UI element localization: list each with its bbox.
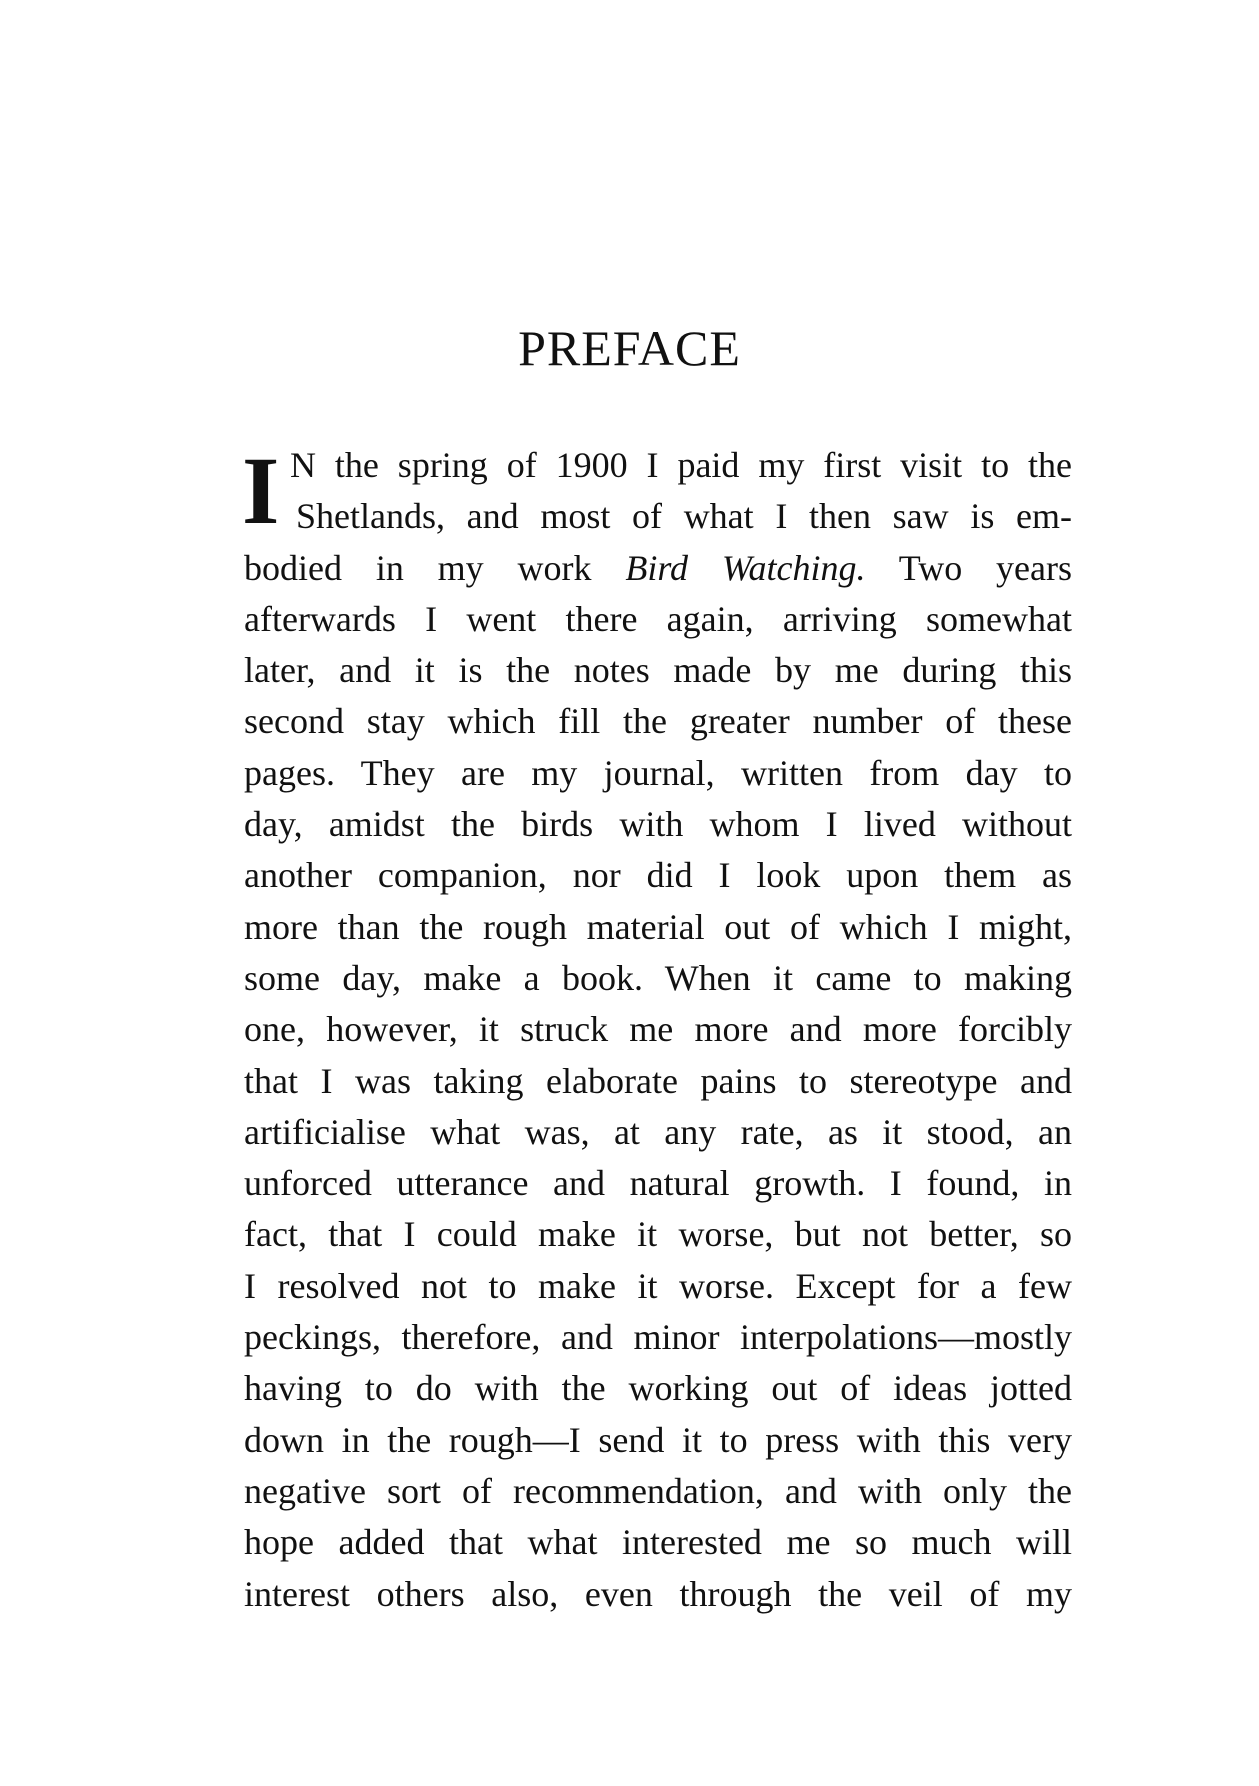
- text-line: day, amidst the birds with whom I lived without: [244, 804, 1072, 845]
- book-title-italic: Bird Watching.: [625, 547, 866, 588]
- text-line: one, however, it struck me more and more forcibly: [244, 1009, 1072, 1050]
- text-line: second stay which fill the greater number of these: [244, 701, 1072, 742]
- text-line: another companion, nor did I look upon them as: [244, 855, 1072, 896]
- text-line: afterwards I went there again, arriving somewhat: [244, 598, 1072, 639]
- text-line: some day, make a book. When it came to making: [244, 957, 1072, 998]
- text-line: N the spring of 1900 I paid my first visit to the: [290, 445, 1072, 485]
- text-line: [244, 543, 1072, 594]
- text-segment: Two years: [898, 547, 1072, 588]
- preface-body: [242, 437, 1072, 1620]
- text-line: later, and it is the notes made by me during this: [244, 650, 1072, 691]
- text-line: artificialise what was, at any rate, as it stood, an: [244, 1111, 1072, 1152]
- text-line: that I was taking elaborate pains to stereotype and: [244, 1060, 1072, 1101]
- text-line: peckings, therefore, and minor interpolations—mostly: [244, 1317, 1072, 1358]
- text-line: having to do with the working out of ideas jotted: [244, 1368, 1072, 1409]
- text-line: pages. They are my journal, written from day to: [244, 752, 1072, 793]
- text-line: more than the rough material out of which I might,: [244, 906, 1072, 947]
- text-line: I resolved not to make it worse. Except for a few: [244, 1265, 1072, 1306]
- text-line: down in the rough—I send it to press with this very: [244, 1419, 1072, 1460]
- drop-cap: I: [242, 437, 280, 544]
- text-line: interest others also, even through the veil of my: [244, 1573, 1072, 1614]
- text-line: unforced utterance and natural growth. I found, in: [244, 1163, 1072, 1204]
- text-line: Shetlands, and most of what I then saw is em-: [296, 496, 1072, 537]
- page-title: PREFACE: [518, 320, 741, 376]
- text-line: negative sort of recommendation, and with only the: [244, 1470, 1072, 1511]
- text-segment: bodied in my work: [244, 547, 592, 588]
- text-line: fact, that I could make it worse, but not better, so: [244, 1214, 1072, 1255]
- text-line: hope added that what interested me so much will: [244, 1522, 1072, 1563]
